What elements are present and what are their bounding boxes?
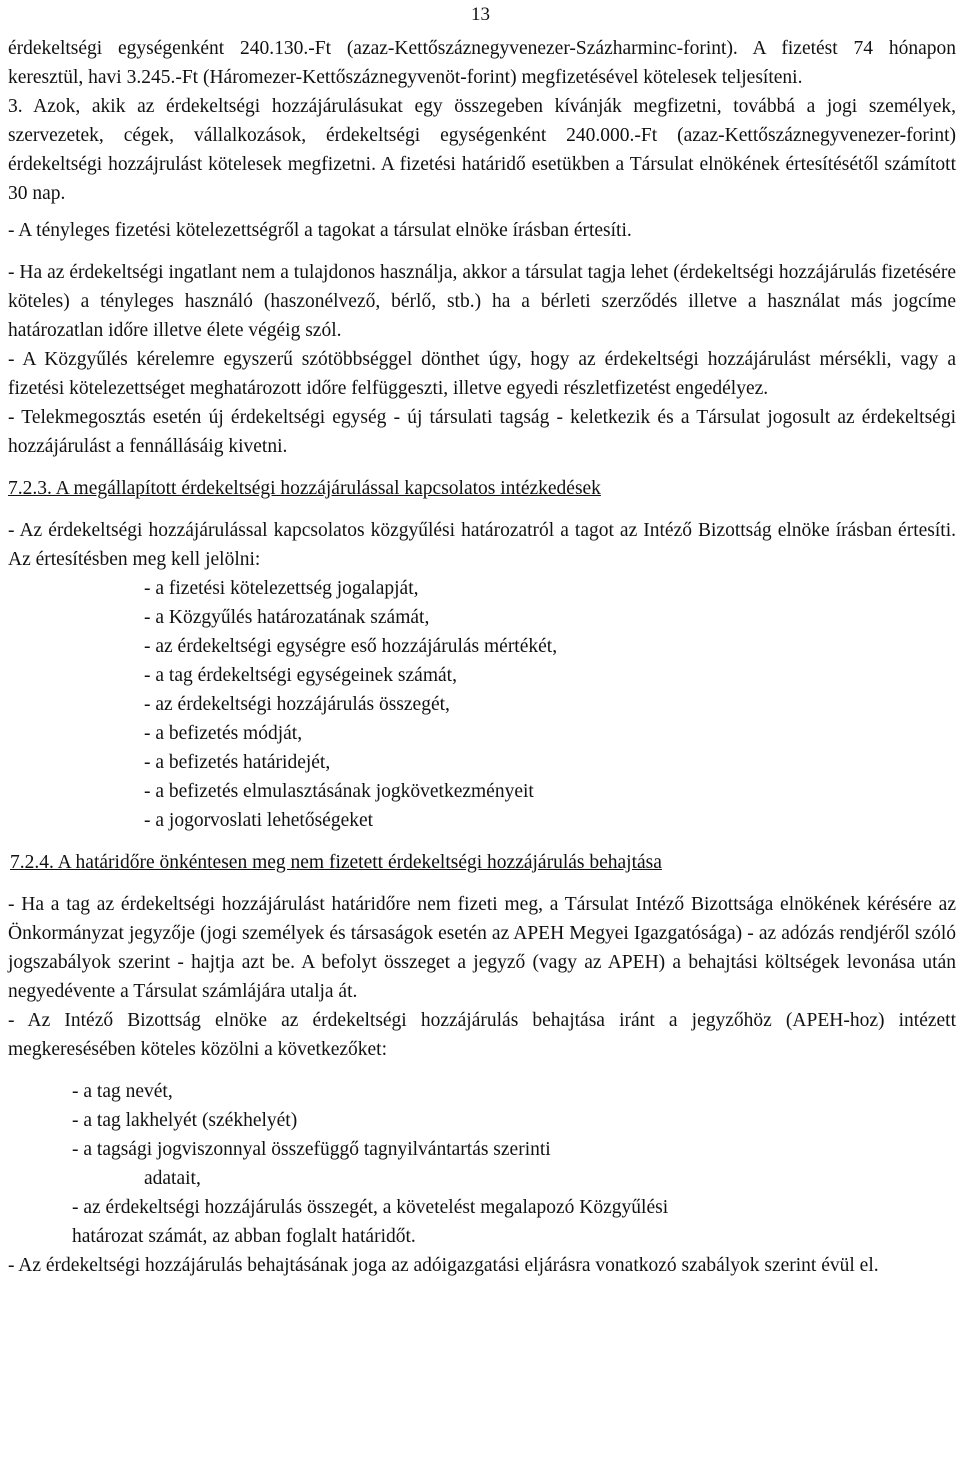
list-item: - az érdekeltségi hozzájárulás összegét, a követelést megalapozó Közgyűlési (72, 1197, 669, 1218)
list-item: - a tag lakhelyét (székhelyét) (72, 1110, 298, 1131)
paragraph-notification-content: - Az érdekeltségi hozzájárulással kapcsolatos közgyűlési határozatról a tagot az Intéző Bizottság elnöke írásban értesíti. Az értesítésben meg kell jelölni: (8, 520, 956, 570)
paragraph-assembly-decision: - A Közgyűlés kérelemre egyszerű szótöbbséggel dönthet úgy, hogy az érdekeltségi hozzájárulást mérsékli, vagy a fizetési kötelezettséget meghatározott időre felfüggeszti, illetve egyedi részletfizetést engedélyez. (8, 349, 956, 399)
paragraph-notification: - A tényleges fizetési kötelezettségről a tagokat a társulat elnöke írásban értesíti. (8, 220, 632, 241)
list-item: - a befizetés módját, (144, 723, 303, 744)
list-item: - az érdekeltségi hozzájárulás összegét, (144, 694, 450, 715)
list-item: - a jogorvoslati lehetőségeket (144, 810, 374, 831)
page-number: 13 (471, 4, 490, 25)
list-item-continuation: határozat számát, az abban foglalt határidőt. (72, 1226, 416, 1247)
list-item: - a tag érdekeltségi egységeinek számát, (144, 665, 457, 686)
paragraph-lump-sum: 3. Azok, akik az érdekeltségi hozzájárulásukat egy összegeben kívánják megfizetni, továbbá a jogi személyek, szervezetek, cégek, vállalkozások, érdekeltségi egységenként 240.000.-Ft (azaz-Kettőszáznegyvenezer-forint) érdekeltségi hozzájrulást kötelesek megfizetni. A fizetési határidő esetükben a Társulat elnökének értesítésétől számított 30 nap. (8, 96, 956, 204)
notification-list (8, 574, 956, 835)
list-item-continuation: adatait, (144, 1168, 201, 1189)
list-item: - a tagsági jogviszonnyal összefüggő tagnyilvántartás szerinti (72, 1139, 551, 1160)
list-item: - a tag nevét, (72, 1081, 173, 1102)
paragraph-statute-limitation: - Az érdekeltségi hozzájárulás behajtásának joga az adóigazgatási eljárásra vonatkozó szabályok szerint évül el. (8, 1255, 879, 1276)
request-list (8, 1077, 956, 1251)
paragraph-request-contents: - Az Intéző Bizottság elnöke az érdekeltségi hozzájárulás behajtása iránt a jegyzőhöz (APEH-hoz) intézett megkeresésében köteles közölni a következőket: (8, 1010, 956, 1060)
list-item: - az érdekeltségi egységre eső hozzájárulás mértékét, (144, 636, 558, 657)
paragraph-enforcement: - Ha a tag az érdekeltségi hozzájárulást határidőre nem fizeti meg, a Társulat Intéző Bizottsága elnökének kérésére az Önkormányzat jegyzője (jogi személyek és társaságok esetén az APEH Megyei Igazgatósága) - az adózás rendjéről szóló jogszabályok szerint - hajtja azt be. A befolyt összeget a jegyző (vagy az APEH) a behajtási költségek levonása után negyedévente a Társulat számlájára utalja át. (8, 894, 956, 1002)
paragraph-user-obligation: - Ha az érdekeltségi ingatlant nem a tulajdonos használja, akkor a társulat tagja lehet (érdekeltségi hozzájárulás fizetésére köteles) a tényleges használó (haszonélvező, bérlő, stb.) ha a bérleti szerződés illetve a használat más jogcíme határozatlan időre illetve élete végéig szól. (8, 262, 956, 341)
paragraph-land-division: - Telekmegosztás esetén új érdekeltségi egység - új társulati tagság - keletkezik és a Társulat jogosult az érdekeltségi hozzájárulást a fennállásáig kivetni. (8, 407, 956, 457)
list-item: - a befizetés határidejét, (144, 752, 331, 773)
list-item: - a fizetési kötelezettség jogalapját, (144, 578, 419, 599)
list-item: - a Közgyűlés határozatának számát, (144, 607, 430, 628)
list-item: - a befizetés elmulasztásának jogkövetkezményeit (144, 781, 534, 802)
paragraph-installments: érdekeltségi egységenként 240.130.-Ft (azaz-Kettőszáznegyvenezer-Százharminc-forint). A fizetést 74 hónapon keresztül, havi 3.245.-Ft (Háromezer-Kettőszáznegyvenöt-forint) megfizetésével kötelesek teljesíteni. (8, 38, 956, 88)
section-title-7-2-4: 7.2.4. A határidőre önkéntesen meg nem fizetett érdekeltségi hozzájárulás behajtása (10, 852, 662, 873)
section-title-7-2-3: 7.2.3. A megállapított érdekeltségi hozzájárulással kapcsolatos intézkedések (8, 478, 601, 499)
document-body (8, 34, 956, 1280)
